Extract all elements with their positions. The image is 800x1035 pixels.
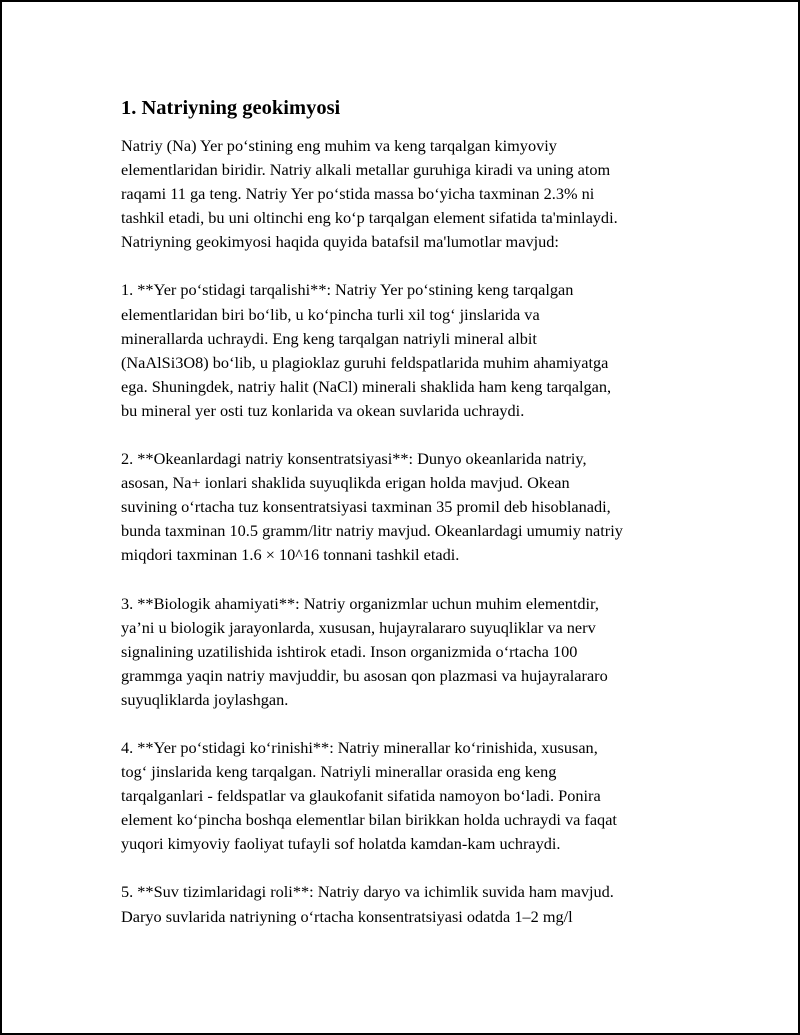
- text-line: tog‘ jinslarida keng tarqalgan. Natriyli minerallar orasida eng keng: [121, 762, 557, 782]
- item-5-paragraph: [121, 880, 691, 928]
- text-line: signalining uzatilishida ishtirok etadi. Inson organizmida o‘rtacha 100: [121, 641, 578, 661]
- text-line: element ko‘pincha boshqa elementlar bilan birikkan holda uchraydi va faqat: [121, 810, 617, 830]
- text-line: (NaAlSi3O8) bo‘lib, u plagioklaz guruhi feldspatlarida muhim ahamiyatga: [121, 352, 609, 372]
- text-line: minerallarda uchraydi. Eng keng tarqalgan natriyli mineral albit: [121, 328, 537, 348]
- text-line: 3. **Biologik ahamiyati**: Natriy organizmlar uchun muhim elementdir,: [121, 593, 599, 613]
- intro-paragraph: [121, 134, 691, 254]
- item-1-paragraph: [121, 278, 691, 423]
- item-2-paragraph: [121, 447, 691, 567]
- text-line: tashkil etadi, bu uni oltinchi eng ko‘p tarqalgan element sifatida ta'minlaydi.: [121, 208, 618, 228]
- text-line: ega. Shuningdek, natriy halit (NaCl) minerali shaklida ham keng tarqalgan,: [121, 376, 612, 396]
- paragraph-list: [121, 134, 691, 929]
- text-line: suvining o‘rtacha tuz konsentratsiyasi taxminan 35 promil deb hisoblanadi,: [121, 497, 611, 517]
- text-line: ya’ni u biologik jarayonlarda, xususan, hujayralararo suyuqliklar va nerv: [121, 617, 596, 637]
- text-line: Natriyning geokimyosi haqida quyida batafsil ma'lumotlar mavjud:: [121, 232, 559, 252]
- text-line: miqdori taxminan 1.6 × 10^16 tonnani tashkil etadi.: [121, 545, 460, 565]
- text-line: Daryo suvlarida natriyning o‘rtacha konsentratsiyasi odatda 1–2 mg/l: [121, 906, 573, 926]
- text-line: Natriy (Na) Yer po‘stining eng muhim va keng tarqalgan kimyoviy: [121, 136, 557, 155]
- section-heading: 1. Natriyning geokimyosi: [121, 97, 341, 119]
- text-line: grammga yaqin natriy mavjuddir, bu asosan qon plazmasi va hujayralararo: [121, 665, 608, 685]
- text-line: asosan, Na+ ionlari shaklida suyuqlikda erigan holda mavjud. Okean: [121, 473, 570, 493]
- text-line: 1. **Yer po‘stidagi tarqalishi**: Natriy Yer po‘stining keng tarqalgan: [121, 280, 574, 300]
- item-3-paragraph: [121, 592, 691, 712]
- text-line: elementlaridan biri bo‘lib, u ko‘pincha turli xil tog‘ jinslarida va: [121, 304, 540, 324]
- text-line: 4. **Yer po‘stidagi ko‘rinishi**: Natriy minerallar ko‘rinishida, xususan,: [121, 737, 598, 757]
- text-line: bu mineral yer osti tuz konlarida va okean suvlarida uchraydi.: [121, 400, 525, 420]
- text-line: 5. **Suv tizimlaridagi roli**: Natriy daryo va ichimlik suvida ham mavjud.: [121, 882, 614, 902]
- item-4-paragraph: [121, 736, 691, 856]
- text-line: 2. **Okeanlardagi natriy konsentratsiyasi**: Dunyo okeanlarida natriy,: [121, 449, 587, 469]
- text-line: elementlaridan biridir. Natriy alkali metallar guruhiga kiradi va uning atom: [121, 160, 611, 180]
- text-line: bunda taxminan 10.5 gramm/litr natriy mavjud. Okeanlardagi umumiy natriy: [121, 521, 623, 541]
- text-line: yuqori kimyoviy faoliyat tufayli sof holatda kamdan-kam uchraydi.: [121, 834, 561, 854]
- document-body: [121, 94, 691, 953]
- text-line: raqami 11 ga teng. Natriy Yer po‘stida massa bo‘yicha taxminan 2.3% ni: [121, 184, 595, 204]
- text-line: tarqalganlari - feldspatlar va glaukofanit sifatida namoyon bo‘ladi. Ponira: [121, 786, 601, 806]
- text-line: suyuqliklarda joylashgan.: [121, 689, 289, 709]
